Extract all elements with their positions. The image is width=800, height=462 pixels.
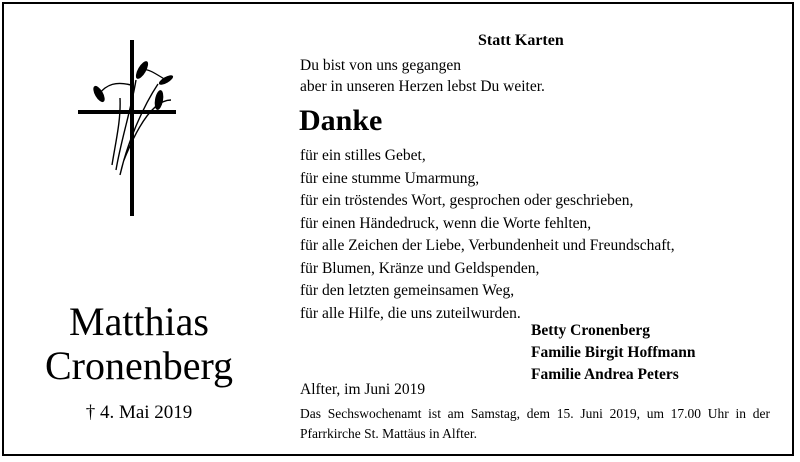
deceased-last-name: Cronenberg [44, 343, 234, 388]
thanks-line: für ein stilles Gebet, [300, 147, 426, 164]
thanks-line: für alle Zeichen der Liebe, Verbundenheit und Freundschaft, [300, 237, 675, 254]
place-date: Alfter, im Juni 2019 [300, 381, 426, 398]
signature-line: Betty Cronenberg [531, 322, 650, 339]
header-statt-karten: Statt Karten [478, 32, 564, 49]
signature-line: Familie Andrea Peters [531, 366, 679, 383]
thanks-line: für eine stumme Umarmung, [300, 169, 480, 187]
danke-heading: Danke [299, 104, 383, 137]
cross-with-wheat-icon [76, 40, 176, 220]
memorial-note: Das Sechswochenamt ist am Samstag, dem 15. Juni 2019, um 17.00 Uhr in der Pfarrkirche St. Mattäus in Alfter. [300, 406, 770, 441]
signatures [531, 320, 695, 386]
thanks-line: für alle Hilfe, die uns zuteilwurden. [300, 304, 521, 322]
intro-line: Du bist von uns gegangen [300, 57, 462, 74]
deceased-first-name: Matthias [69, 299, 209, 344]
intro-text [300, 55, 545, 97]
thanks-line: für den letzten gemeinsamen Weg, [300, 282, 515, 299]
signature-line: Familie Birgit Hoffmann [531, 344, 696, 361]
thanks-line: für Blumen, Kränze und Geldspenden, [300, 259, 540, 277]
intro-line: aber in unseren Herzen lebst Du weiter. [300, 78, 545, 95]
thanks-line: für einen Händedruck, wenn die Worte fehlten, [300, 214, 592, 232]
death-date: † 4. Mai 2019 [85, 402, 193, 423]
thanks-list [300, 145, 675, 325]
notice-frame [2, 2, 794, 456]
thanks-line: für ein tröstendes Wort, gesprochen oder geschrieben, [300, 192, 634, 209]
